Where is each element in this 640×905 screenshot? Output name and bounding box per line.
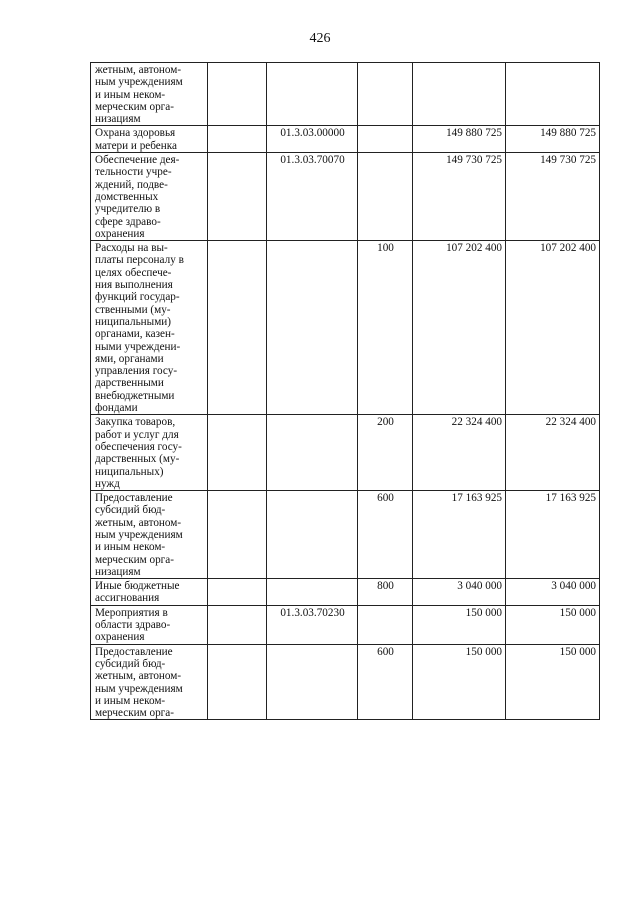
row-amount-2: 150 000: [506, 605, 600, 644]
row-expense-type: [358, 126, 413, 153]
row-code: [267, 241, 358, 415]
row-amount-2: 3 040 000: [506, 579, 600, 606]
row-name: Закупка товаров, работ и услуг для обеспечения госу- дарственных (му- ниципальных) нужд: [91, 415, 208, 491]
table-row: [91, 605, 600, 644]
row-code: [267, 415, 358, 491]
row-blank-cell: [208, 153, 267, 241]
row-amount-1: 149 880 725: [413, 126, 506, 153]
row-name: жетным, автоном- ным учреждениям и иным неком- мерческим орга- низациям: [91, 63, 208, 126]
table-row: [91, 644, 600, 720]
row-amount-1: 17 163 925: [413, 491, 506, 579]
row-code: 01.3.03.70230: [267, 605, 358, 644]
row-code: [267, 644, 358, 720]
table-row: [91, 63, 600, 126]
row-code: [267, 63, 358, 126]
table-row: [91, 415, 600, 491]
row-code: [267, 491, 358, 579]
row-expense-type: [358, 605, 413, 644]
row-expense-type: [358, 153, 413, 241]
row-amount-2: 17 163 925: [506, 491, 600, 579]
row-blank-cell: [208, 579, 267, 606]
row-name: Мероприятия в области здраво- охранения: [91, 605, 208, 644]
row-code: 01.3.03.70070: [267, 153, 358, 241]
row-expense-type: [358, 63, 413, 126]
row-amount-2: 22 324 400: [506, 415, 600, 491]
row-code: 01.3.03.00000: [267, 126, 358, 153]
row-blank-cell: [208, 605, 267, 644]
row-amount-2: 149 730 725: [506, 153, 600, 241]
row-amount-1: 3 040 000: [413, 579, 506, 606]
row-expense-type: 100: [358, 241, 413, 415]
row-name: Обеспечение дея- тельности учре- ждений, подве- домственных учредителю в сфере здраво- охранения: [91, 153, 208, 241]
row-name: Предоставление субсидий бюд- жетным, автоном- ным учреждениям и иным неком- мерческим орга- низациям: [91, 491, 208, 579]
row-expense-type: 800: [358, 579, 413, 606]
row-name: Охрана здоровья матери и ребенка: [91, 126, 208, 153]
row-amount-2: [506, 63, 600, 126]
row-amount-1: 150 000: [413, 644, 506, 720]
row-blank-cell: [208, 63, 267, 126]
row-blank-cell: [208, 241, 267, 415]
row-amount-1: 150 000: [413, 605, 506, 644]
row-name: Расходы на вы- платы персоналу в целях обеспече- ния выполнения функций государ- ственными (му- ниципальными) органами, казен- ными учреждени- ями, органами управления госу- дарственными внебюджетными фондами: [91, 241, 208, 415]
table-row: [91, 153, 600, 241]
budget-table-body: [91, 63, 600, 720]
row-amount-2: 150 000: [506, 644, 600, 720]
table-row: [91, 241, 600, 415]
row-amount-1: 22 324 400: [413, 415, 506, 491]
row-expense-type: 600: [358, 491, 413, 579]
table-row: [91, 579, 600, 606]
row-amount-2: 107 202 400: [506, 241, 600, 415]
row-amount-1: 149 730 725: [413, 153, 506, 241]
row-expense-type: 600: [358, 644, 413, 720]
row-blank-cell: [208, 415, 267, 491]
table-row: [91, 491, 600, 579]
row-amount-1: [413, 63, 506, 126]
row-name: Иные бюджетные ассигнования: [91, 579, 208, 606]
row-blank-cell: [208, 126, 267, 153]
row-amount-1: 107 202 400: [413, 241, 506, 415]
row-name: Предоставление субсидий бюд- жетным, автоном- ным учреждениям и иным неком- мерческим орга-: [91, 644, 208, 720]
page-number: 426: [309, 31, 331, 46]
row-amount-2: 149 880 725: [506, 126, 600, 153]
row-expense-type: 200: [358, 415, 413, 491]
row-blank-cell: [208, 491, 267, 579]
budget-table: [90, 62, 600, 720]
table-row: [91, 126, 600, 153]
row-code: [267, 579, 358, 606]
row-blank-cell: [208, 644, 267, 720]
